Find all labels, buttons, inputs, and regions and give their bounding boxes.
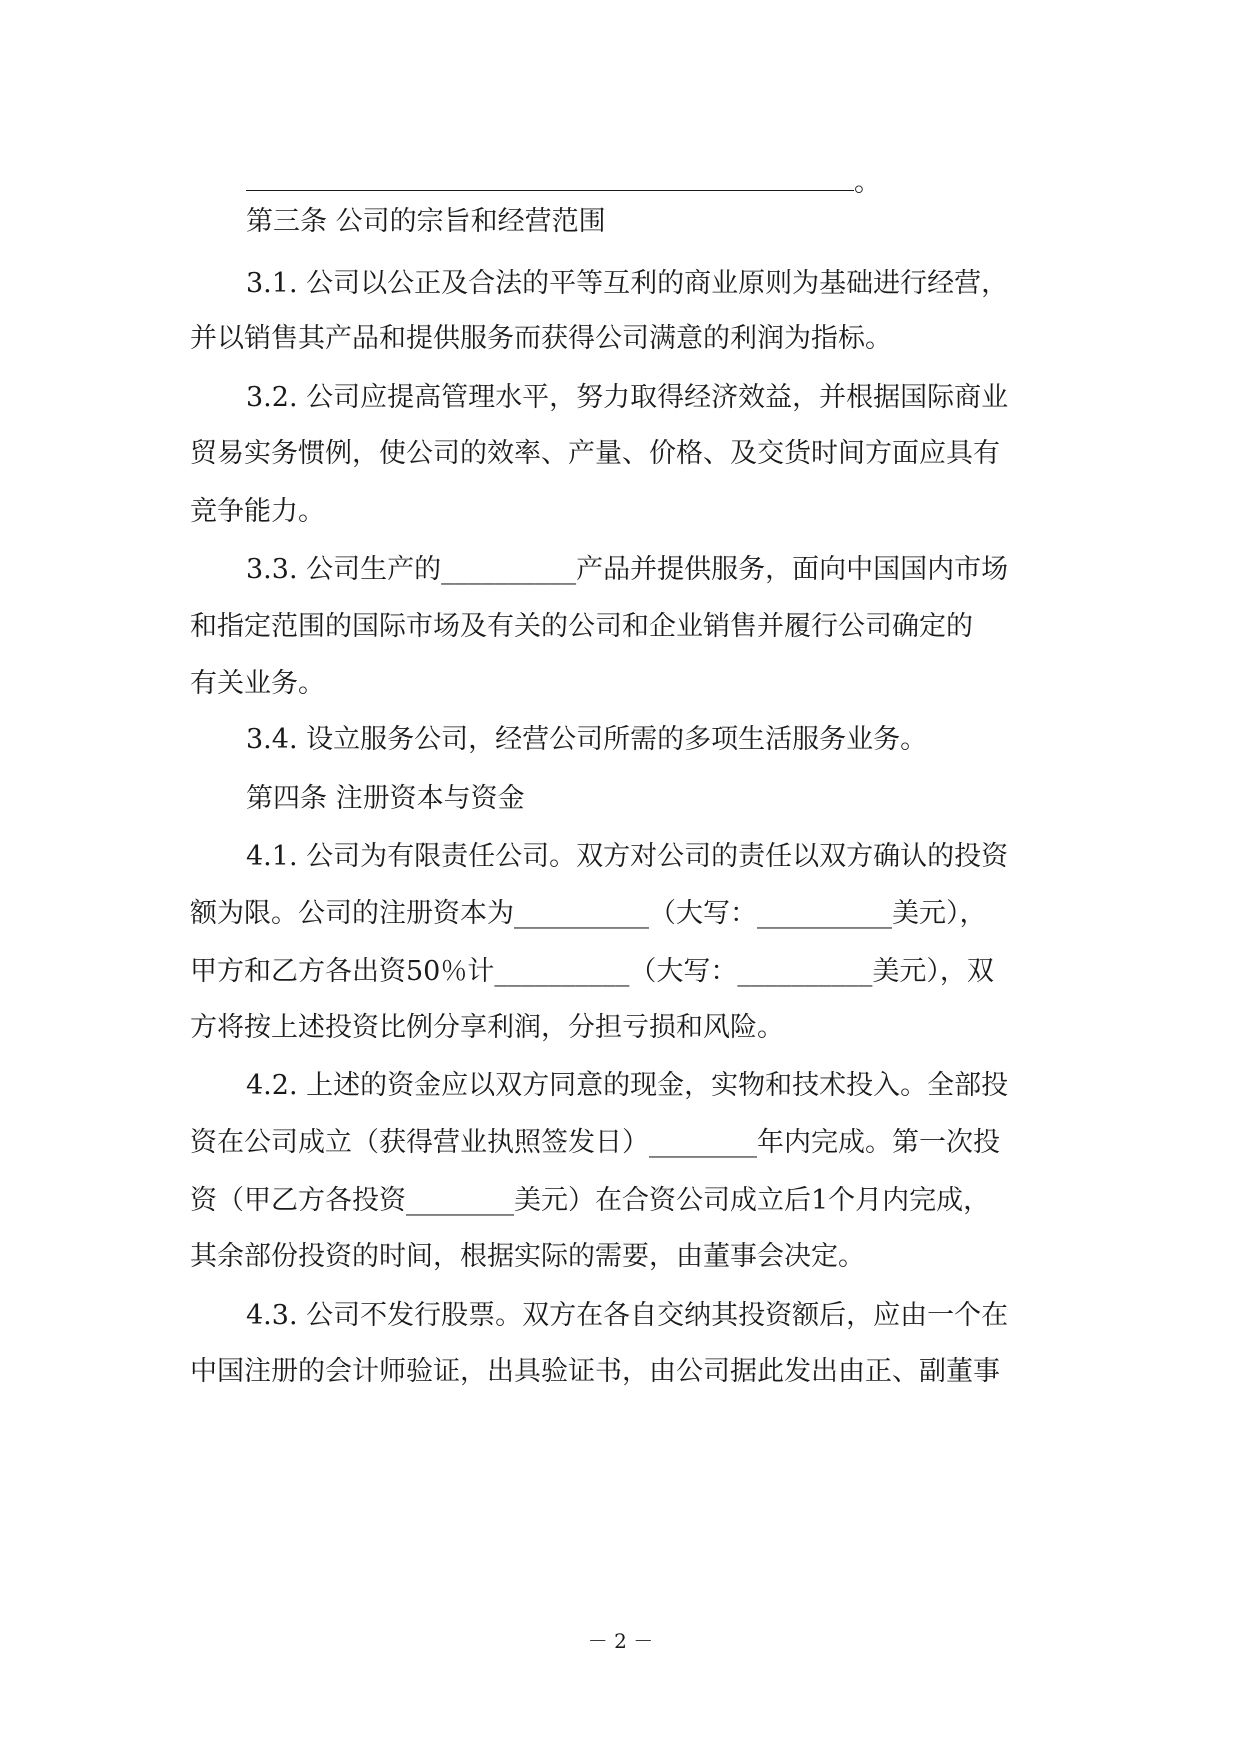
clause-4-2-line-3: 资（甲乙方各投资________美元）在合资公司成立后1个月内完成，: [190, 1185, 991, 1216]
fill-in-underline: [246, 162, 854, 191]
clause-3-2-line-3: 竞争能力。: [190, 496, 325, 527]
top-blank-tail: 。: [854, 167, 881, 198]
clause-4-1-line-1: 4.1. 公司为有限责任公司。双方对公司的责任以双方确认的投资: [246, 841, 1009, 872]
clause-4-3-line-1: 4.3. 公司不发行股票。双方在各自交纳其投资额后，应由一个在: [246, 1300, 1009, 1331]
clause-4-2-line-1: 4.2. 上述的资金应以双方同意的现金，实物和技术投入。全部投: [246, 1070, 1009, 1101]
clause-4-1-line-3: 甲方和乙方各出资50％计__________（大写：__________美元），双: [190, 956, 994, 987]
clause-4-2-line-4: 其余部份投资的时间，根据实际的需要，由董事会决定。: [190, 1241, 865, 1272]
clause-4-2-line-2: 资在公司成立（获得营业执照签发日）________年内完成。第一次投: [190, 1127, 1000, 1158]
top-blank-line: [246, 162, 881, 202]
clause-4-1-line-2: 额为限。公司的注册资本为__________（大写：__________美元），: [190, 898, 987, 929]
section-4-heading: 第四条 注册资本与资金: [246, 783, 525, 814]
clause-4-3-line-2: 中国注册的会计师验证，出具验证书，由公司据此发出由正、副董事: [190, 1356, 1000, 1387]
clause-4-1-line-4: 方将按上述投资比例分享利润，分担亏损和风险。: [190, 1012, 784, 1043]
clause-3-3-line-3: 有关业务。: [190, 668, 325, 699]
section-3-heading: 第三条 公司的宗旨和经营范围: [246, 206, 606, 237]
clause-3-2-line-1: 3.2. 公司应提高管理水平，努力取得经济效益，并根据国际商业: [246, 382, 1009, 413]
clause-3-1-line-1: 3.1. 公司以公正及合法的平等互利的商业原则为基础进行经营，: [246, 268, 1009, 299]
clause-3-3-line-1: 3.3. 公司生产的__________产品并提供服务，面向中国国内市场: [246, 554, 1009, 585]
clause-3-2-line-2: 贸易实务惯例，使公司的效率、产量、价格、及交货时间方面应具有: [190, 438, 1000, 469]
clause-3-3-line-2: 和指定范围的国际市场及有关的公司和企业销售并履行公司确定的: [190, 611, 973, 642]
page-number: － 2 －: [587, 1629, 654, 1653]
clause-3-1-line-2: 并以销售其产品和提供服务而获得公司满意的利润为指标。: [190, 323, 892, 354]
clause-3-4-line-1: 3.4. 设立服务公司，经营公司所需的多项生活服务业务。: [246, 724, 928, 755]
